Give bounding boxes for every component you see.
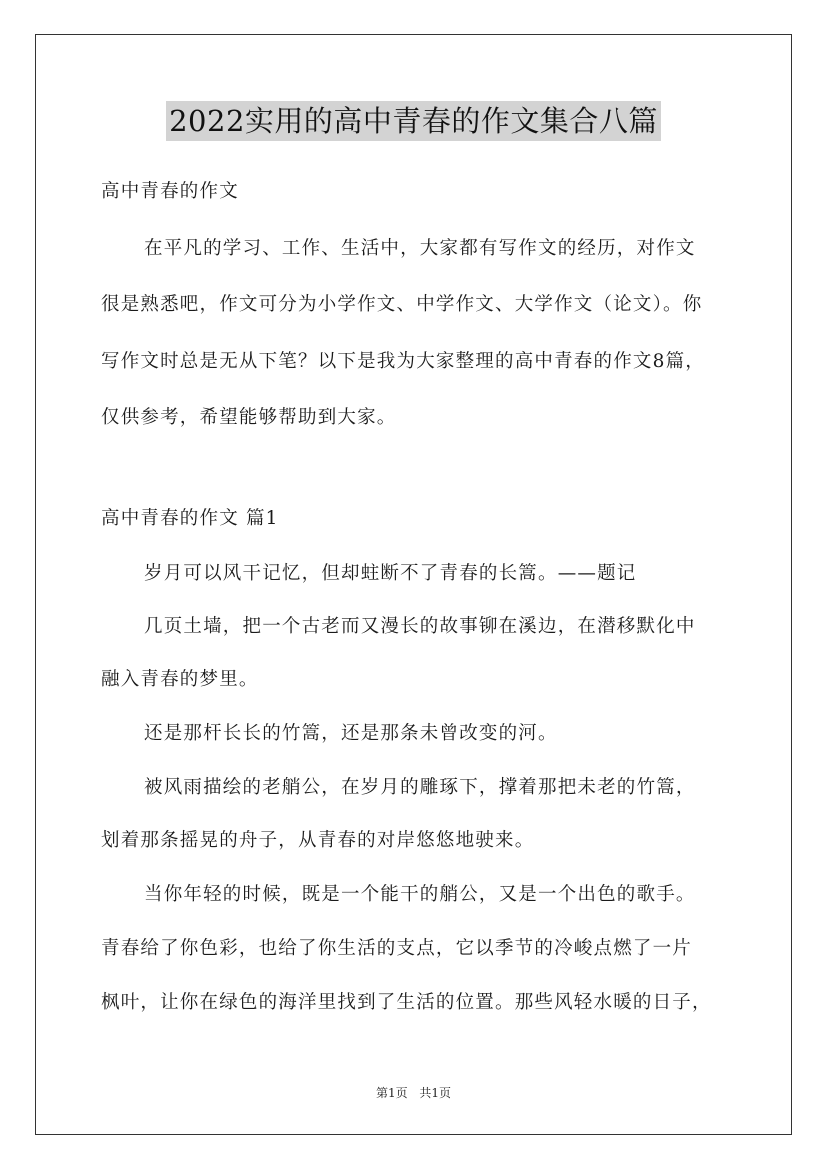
page-footer [0,1084,827,1101]
essay-line-4: 还是那杆长长的竹篙，还是那条未曾改变的河。 [144,723,558,744]
intro-line-1: 在平凡的学习、工作、生活中，大家都有写作文的经历，对作文 [144,238,696,259]
essay-line-1: 岁月可以风干记忆，但却蛀断不了青春的长篙。——题记 [144,563,637,584]
page-number-current: 第1页 [375,1086,408,1100]
intro-line-4: 仅供参考，希望能够帮助到大家。 [101,407,397,428]
essay-line-3: 融入青春的梦里。 [101,669,259,690]
essay-heading: 高中青春的作文 篇1 [101,508,279,529]
title-container [0,101,827,141]
section-heading: 高中青春的作文 [101,181,239,202]
page-number-total: 共1页 [419,1086,452,1100]
intro-line-3: 写作文时总是无从下笔？以下是我为大家整理的高中青春的作文8篇， [101,351,705,372]
essay-line-7: 当你年轻的时候，既是一个能干的艄公，又是一个出色的歌手。 [144,884,696,905]
document-title: 2022实用的高中青春的作文集合八篇 [166,101,661,141]
essay-line-2: 几页土墙，把一个古老而又漫长的故事铆在溪边，在潜移默化中 [144,616,696,637]
intro-line-2: 很是熟悉吧，作文可分为小学作文、中学作文、大学作文（论文）。你 [101,294,703,315]
essay-line-5: 被风雨描绘的老艄公，在岁月的雕琢下，撑着那把未老的竹篙， [144,777,696,798]
essay-line-9: 枫叶，让你在绿色的海洋里找到了生活的位置。那些风轻水暖的日子， [101,992,712,1013]
essay-line-6: 划着那条摇晃的舟子，从青春的对岸悠悠地驶来。 [101,830,535,851]
essay-line-8: 青春给了你色彩，也给了你生活的支点，它以季节的冷峻点燃了一片 [101,938,693,959]
